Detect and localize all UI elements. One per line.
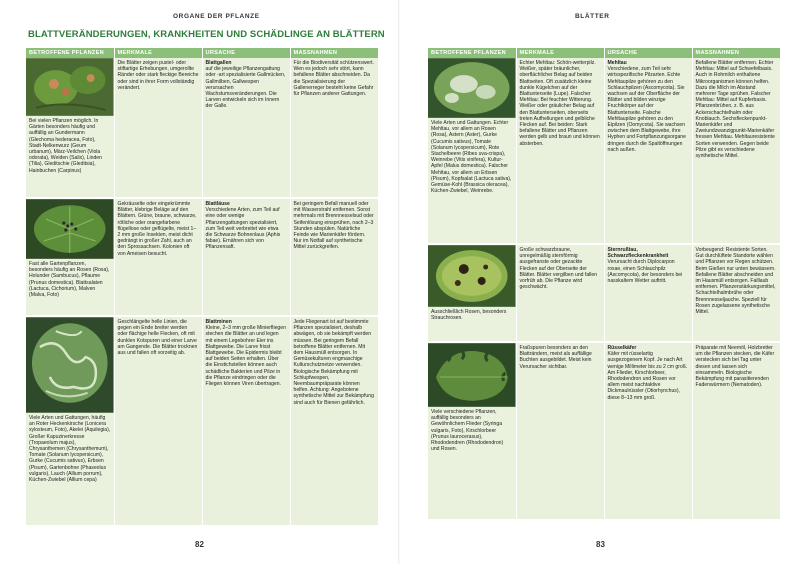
plant-cell <box>26 316 114 526</box>
plant-caption: Ausschließlich Rosen, besonders Strauchrosen. <box>431 309 507 322</box>
features-cell: Gekräuselte oder eingekrümmte Blätter, klebrige Beläge auf den Blättern. Grüne, braune, schwarze, rötliche oder orangefarbene flügellose oder geflügelte, meist 1–2 mm große Insekten, meist dicht gedrängt in großer Zahl, auch an den Sprossachsen. Kolonien oft von Ameisen besucht. <box>114 198 202 316</box>
table-header-row <box>428 48 780 58</box>
page-title: BLATTVERÄNDERUNGEN, KRANKHEITEN UND SCHÄDLINGE AN BLÄTTERN <box>28 29 385 40</box>
cause-name: Blattläuse <box>205 201 230 207</box>
leafminer-leaf-photo <box>26 317 114 413</box>
aphid-leaf-photo <box>26 199 114 259</box>
measures-cell: Für die Biodiversität schützenswert. Wen es jedoch sehr stört, kann befallene Blätter abschneiden. Da die Spezialisierung der Gallenerreger besteht keine Gefahr für Pflanzen anderer Gattungen. <box>290 58 378 198</box>
pest-table-left <box>26 48 379 527</box>
measures-cell: Vorbeugend: Resistente Sorten. Gut durchlüftete Standorte wählen und Pflanzen vor Regen schützen. Beim Gießen nur unten bewässern. Befallene Blätter abschneiden und im Hausmüll entsorgen. Falllaub entfernen. Pflanzenstärkungsmittel, Schachtelhalmbrühe oder Brennnesseljauche. Speziell für Rosen zugelassene synthetische Mittel. <box>692 244 780 342</box>
plant-caption: Viele Arten und Gattungen, häufig an Roter Heckenkirsche (Lonicera xylosteum, Foto), Akelei (Aquilegia), Großer Kapuzinerkresse (Tropaeolum majus), Chrysanthemen (Chrysanthemum), Tomate (Solanum lycopersicum), Gurke (Cucumis sativus), Erbsen (Pisum), Gartenbohne (Phaseolus vulgaris), Lauch (Allium porrum), Küchen-Zwiebel (Allium cepa) <box>29 415 111 484</box>
cause-name: Blattgallen <box>205 60 232 66</box>
cause-name: Rüsselkäfer <box>607 345 637 351</box>
plant-cell <box>26 198 114 316</box>
measures-cell: Präparate mit Neemöl, Holzbretter um die Pflanzen stecken, die Käfer verstecken sich bei Tag unter diesen und lassen sich einsammeln. Biologische Bekämpfung mit parasitierenden Fadenwürmern (Nematoden). <box>692 342 780 520</box>
cause-text: Verschiedene Arten, zum Teil auf eine oder wenige Pflanzengattungen spezialisiert, zum Teil weit verbreitet wie etwa die Schwarze Bohnenlaus (Aphis fabae). Ernähren sich von Pflanzensaft. <box>205 207 281 251</box>
table-row <box>26 58 378 198</box>
plant-caption: Bei vielen Pflanzen möglich. In Gärten besonders häufig und auffällig an Gundermann (Glechoma hederacea, Foto), Stadt-Nelkenwurz (Geum urbanum), März-Veilchen (Viola odorata), Weiden (Salix), Linden (Tilia), Gleditschie (Gleditsia), Hainbuchen (Carpinus) <box>29 118 102 174</box>
col-header-plants: BETROFFENE PFLANZEN <box>26 48 114 58</box>
cause-cell <box>202 316 290 526</box>
table-row <box>428 58 780 244</box>
col-header-cause: URSACHE <box>202 48 290 58</box>
features-cell: Echter Mehltau: Schön-wetterpilz. Weißer, später bräunlicher, oberflächlicher Belag auf beiden Blattseiten. Oft zusätzlich kleine dunkle Kügelchen auf der Blattunterseite (Lupe). Falscher Mehltau: Bei feuchter Witterung. Weißer oder gräulicher Belag auf den Blattunterseiten, oberseits treten Aufhellungen und gelbliche Flecken auf. Bei beiden: Stark befallene Blätter und Pflanzen werden gelb und braun und können absterben. <box>516 58 604 244</box>
right-page <box>400 0 800 564</box>
cause-cell <box>604 244 692 342</box>
mildew-leaf-photo <box>428 58 516 118</box>
features-cell: Geschlängelte helle Linien, die gegen ein Ende breiter werden oder flächige helle Flecken, oft mit dunklen Kotspuren und einer Larve am Gangende. Die Blätter trocknen aus und fallen oft vorzeitig ab. <box>114 316 202 526</box>
table-row <box>26 316 378 526</box>
table-header-row <box>26 48 378 58</box>
cause-cell <box>202 198 290 316</box>
col-header-cause: URSACHE <box>604 48 692 58</box>
cause-cell <box>604 58 692 244</box>
col-header-measures: MASSNAHMEN <box>692 48 780 58</box>
gall-leaf-photo <box>26 58 114 116</box>
measures-cell: Befallene Blätter entfernen. Echter Mehltau: Mittel auf Schwefelbasis. Auch in Rohmilch enthaltene Mikroorganismen können helfen. Dazu die Milch im Abstand mehrerer Tage sprühen. Falscher Mehltau: Mittel auf Kupferbasis. Pflanzenbrühen, z. B. aus Ackerschachtelhalm oder Knoblauch. Sechsfleckenpunkt-Marienkäfer und Zweiundzwanzigpunkt-Marienkäfer fressen Mehltau. Mehltauresistente Sorten verwenden. Gegen beide Pilze gibt es verschiedene synthetische Mittel. <box>692 58 780 244</box>
cause-text: Kleine, 2–3 mm große Minierfliegen stechen die Blätter an und legen mit einem Legebohrer Eier ins Blattgewebe. Die Larve frisst Blattgewebe. Die Epidermis bleibt auf beiden Seiten erhalten. Über die Einstichstellen können auch schädliche Bakterien und Pilze in die Pflanze eindringen oder die Fliegen können Viren übertragen. <box>205 325 286 388</box>
plant-cell <box>26 58 114 198</box>
pest-table-right <box>428 48 781 521</box>
weevil-leaf-photo <box>428 343 516 407</box>
col-header-plants: BETROFFENE PFLANZEN <box>428 48 516 58</box>
cause-text: Verschiedene, zum Teil sehr wirtsspezifische Pilzarten. Echte Mehltaupilze gehören zu den Schlauchpilzen (Ascomycota). Sie wachsen auf der Oberfläche der Blätter und bilden winzige Fruchtkörper auf der Blattunterseite. Falsche Mehltaupilze gehören zu den Eipilzen (Oomycota). Sie wachsen zwischen dem Blattgewebe, ihre Hyphen und Fortpflanzungsorgane dringen durch die Spaltöffnungen nach außen. <box>607 66 686 153</box>
blackspot-leaf-photo <box>428 245 516 307</box>
running-head-left: ORGANE DER PFLANZE <box>173 13 260 20</box>
running-head-right: BLÄTTER <box>575 13 610 20</box>
col-header-features: MERKMALE <box>516 48 604 58</box>
col-header-measures: MASSNAHMEN <box>290 48 378 58</box>
cause-cell <box>604 342 692 520</box>
cause-text: auf die jeweilige Pflanzengattung oder -art spezialisierte Gallmücken, Gallmilben, Gallwespen verursachen Wachstumsveränderungen. Die Larven entwickeln sich im Innern der Galle. <box>205 66 286 110</box>
plant-caption: Viele verschiedene Pflanzen, auffällig besonders an Gewöhnlichem Flieder (Syringa vulgaris, Foto), Kirschlorbeer (Prunus laurocerasus), Rhododendren (Rhododendron) und Rosen. <box>431 409 504 453</box>
table-row <box>26 198 378 316</box>
table-row <box>428 244 780 342</box>
cause-name: Mehltau <box>607 60 627 66</box>
cause-text: Käfer mit rüsselartig ausgezogenem Kopf. Je nach Art wenige Millimeter bis zu 2 cm groß. Am Flieder, Kirschlorbeer, Rhododendron und Rosen vor allem meist nachtaktive Dickmaulrüssler (Otiorhynchus), diese 8–13 mm groß. <box>607 351 688 401</box>
measures-cell: Jede Fliegenart ist auf bestimmte Pflanzen spezialisiert, deshalb abwägen, ob sie bekämpft werden müssen. Bei geringem Befall betroffene Blätter entfernen. Mit dem Hausmüll entsorgen. In Gemüsekulturen engmaschige Kulturschutznetze verwenden. Biologische Bekämpfung mit Schlupfwespen, Neembaumpräparate können helfen. Achtung: Angebotene synthetische Mittel zur Bekämpfung sind auch für Bienen gefährlich. <box>290 316 378 526</box>
plant-cell <box>428 58 516 244</box>
plant-cell <box>428 244 516 342</box>
cause-text: Verursacht durch Diplocarpon rosae, einen Schlauchpilz (Ascomycota), der besonders bei nasskaltem Wetter auftritt. <box>607 259 683 285</box>
page-number-left: 82 <box>195 540 204 549</box>
plant-cell <box>428 342 516 520</box>
cause-cell <box>202 58 290 198</box>
cause-name: Sternrußtau, Schwarzfleckenkrankheit <box>607 247 669 260</box>
cause-name: Blattminen <box>205 319 232 325</box>
table-row <box>428 342 780 520</box>
features-cell: Die Blätter zeigen pustel- oder stiftartige Erhebungen, umgerollte Ränder oder stark fleckige Bereiche oder sind in ihrer Form vollständig verändert. <box>114 58 202 198</box>
page-number-right: 83 <box>596 540 605 549</box>
measures-cell: Bei geringem Befall manuell oder mit Wasserstrahl entfernen. Sonst mehrmals mit Brennnesselsud oder Seifenlösung einsprühen, nach 2–3 Stunden abspülen. Natürliche Feinde wie Marienkäfer fördern. Nur im Notfall auf synthetische Mittel zurückgreifen. <box>290 198 378 316</box>
plant-caption: Fast alle Gartenpflanzen, besonders häufig an Rosen (Rosa), Holunder (Sambucus), Pflaume (Prunus domestica). Blattsalaten (Lactuca, Cichorium), Malven (Malva, Foto) <box>29 261 110 299</box>
col-header-features: MERKMALE <box>114 48 202 58</box>
features-cell: Fraßspuren besonders an den Blatträndern, meist als auffällige Buchten ausgebildet. Meist kein Verursacher sichtbar. <box>516 342 604 520</box>
features-cell: Große schwarzbraune, unregelmäßig sternförmig ausgefranste oder gezackte Flecken auf der Oberseite der Blätter. Blätter vergilben und fallen vorfrüh ab. Die Pflanze wird geschwächt. <box>516 244 604 342</box>
plant-caption: Viele Arten und Gattungen. Echter Mehltau, vor allem an Rosen (Rosa), Astern (Aster), Gurke (Cucumis sativus), Tomate (Solanum lycopersicum), Rote Stachelbeere (Ribes uva-crispa), Weinrebe (Vitis vinifera), Kultur-Apfel (Malus domestica). Falscher Mehltau, vor allem an Erbsen (Pisum), Kopfsalat (Lactuca sativa), Gemüse-Kohl (Brassica oleracea), Küchen-Zwiebel, Weinrebe. <box>431 120 512 195</box>
